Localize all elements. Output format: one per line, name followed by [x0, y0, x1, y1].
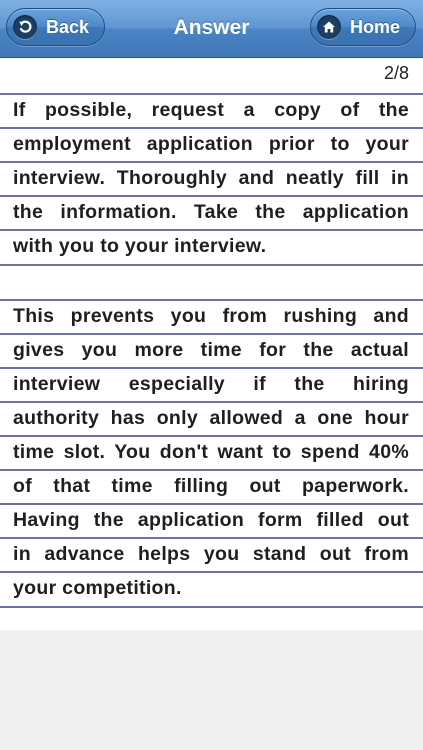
paragraph-2-line-8: in advance helps you stand out from — [13, 543, 409, 565]
ruled-line — [0, 161, 423, 163]
paragraph-1-line-2: employment application prior to your — [13, 133, 409, 155]
paragraph-2-line-2: gives you more time for the actual — [13, 339, 409, 361]
back-button-label: Back — [46, 16, 90, 37]
paragraph-2-line-5: time slot. You don't want to spend 40% — [13, 441, 409, 463]
paragraph-2-line-4: authority has only allowed a one hour — [13, 407, 409, 429]
home-button[interactable] — [310, 8, 416, 46]
ruled-line — [0, 333, 423, 335]
ruled-line — [0, 606, 423, 608]
ruled-line — [0, 469, 423, 471]
ruled-line — [0, 93, 423, 95]
home-icon — [317, 15, 341, 39]
ruled-line — [0, 503, 423, 505]
ruled-line — [0, 571, 423, 573]
page-counter: 2/8 — [383, 63, 409, 83]
ruled-line — [0, 264, 423, 266]
paragraph-2-line-7: Having the application form filled out — [13, 509, 409, 531]
answer-content — [0, 59, 423, 630]
ruled-line — [0, 435, 423, 437]
paragraph-1-line-3: interview. Thoroughly and neatly fill in — [13, 167, 409, 189]
paragraph-1-line-4: the information. Take the application — [13, 201, 409, 223]
ruled-line — [0, 299, 423, 301]
paragraph-2-line-6: of that time filling out paperwork. — [13, 475, 409, 497]
ruled-line — [0, 229, 423, 231]
ruled-line — [0, 537, 423, 539]
navigation-bar — [0, 0, 423, 58]
ruled-line — [0, 127, 423, 129]
paragraph-2-line-3: interview especially if the hiring — [13, 373, 409, 395]
page-title: Answer — [173, 16, 250, 39]
ruled-line — [0, 195, 423, 197]
paragraph-1-line-1: If possible, request a copy of the — [13, 99, 409, 121]
ruled-line — [0, 401, 423, 403]
home-button-label: Home — [350, 16, 401, 37]
paragraph-1-line-5: with you to your interview. — [13, 235, 267, 257]
ruled-line — [0, 367, 423, 369]
paragraph-2-line-1: This prevents you from rushing and — [13, 305, 409, 327]
paragraph-2-line-9: your competition. — [13, 577, 182, 599]
